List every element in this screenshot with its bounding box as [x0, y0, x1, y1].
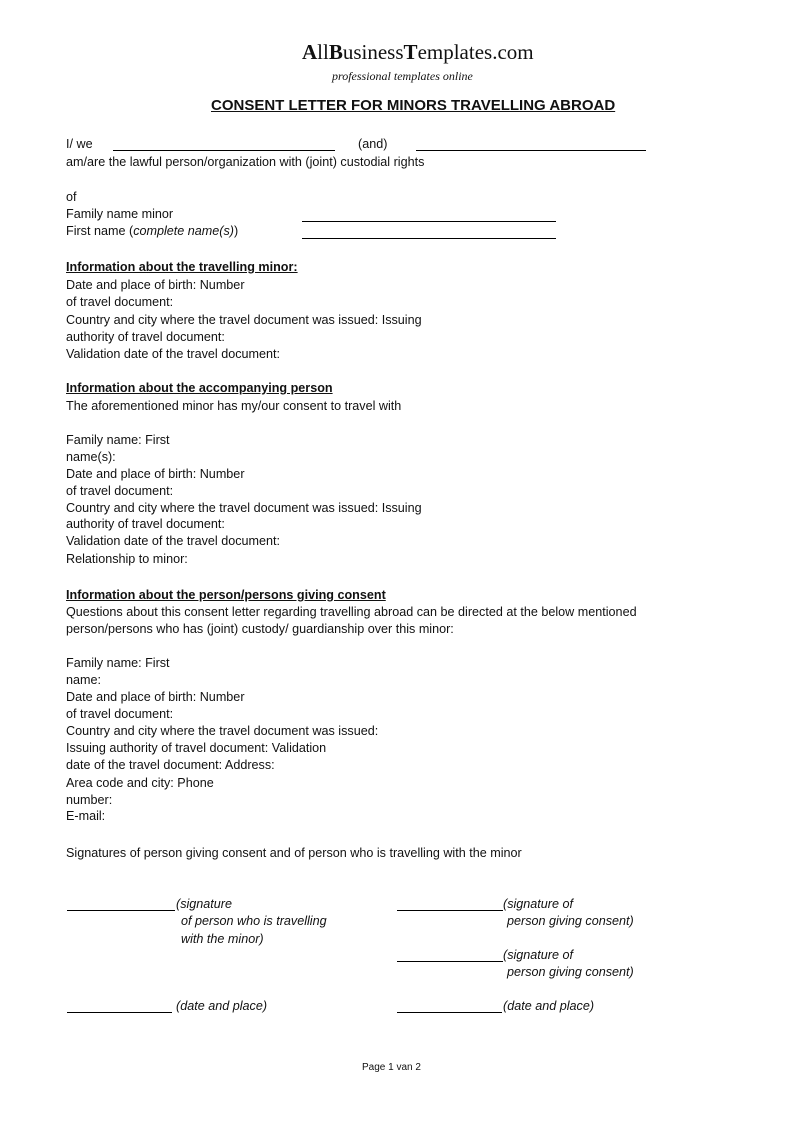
i-we-label: I/ we [66, 137, 93, 151]
consent-line: date of the travel document: Address: [66, 758, 275, 772]
minor-line: Country and city where the travel document was issued: Issuing [66, 313, 422, 327]
date-label-right: (date and place) [503, 999, 595, 1013]
accompanying-line: name(s): [66, 450, 116, 464]
brand-text-emplates: emplates.com [417, 40, 534, 64]
accompanying-line: Validation date of the travel document: [66, 534, 280, 548]
accompanying-line: Family name: First [66, 433, 170, 447]
signatures-intro: Signatures of person giving consent and of person who is travelling with the minor [66, 846, 522, 860]
consent-line: name: [66, 673, 102, 687]
section-consent-heading: Information about the person/persons giving consent [66, 588, 386, 602]
family-name-minor-label: Family name minor [66, 207, 174, 221]
brand-text-ll: ll [317, 40, 329, 64]
consent-intro-2: person/persons who has (joint) custody/ guardianship over this minor: [66, 622, 454, 636]
consent-line: Area code and city: Phone [66, 776, 214, 790]
section-accompanying-heading: Information about the accompanying person [66, 381, 333, 395]
signature-label-consent-1a: (signature of [503, 897, 574, 911]
first-name-suffix: ) [233, 224, 239, 238]
signature-line-consent-1[interactable] [397, 910, 503, 911]
signature-label-traveller-1: (signature [176, 897, 233, 911]
consent-line: number: [66, 793, 113, 807]
section-minor-heading: Information about the travelling minor: [66, 260, 298, 274]
minor-line: of travel document: [66, 295, 174, 309]
accompanying-intro: The aforementioned minor has my/our consent to travel with [66, 399, 402, 413]
first-name-prefix: First name ( [66, 224, 134, 238]
name-line-2[interactable] [416, 150, 646, 151]
consent-line: of travel document: [66, 707, 174, 721]
accompanying-line: of travel document: [66, 484, 174, 498]
signature-line-consent-2[interactable] [397, 961, 503, 962]
date-line-right[interactable] [397, 1012, 502, 1013]
brand-logo [302, 40, 534, 65]
consent-line: E-mail: [66, 809, 106, 823]
and-label: (and) [358, 137, 388, 151]
date-label-left: (date and place) [176, 999, 268, 1013]
minor-line: authority of travel document: [66, 330, 225, 344]
consent-line: Issuing authority of travel document: Validation [66, 741, 327, 755]
consent-line: Family name: First [66, 656, 170, 670]
page-number: Page 1 van 2 [362, 1062, 421, 1073]
accompanying-line: authority of travel document: [66, 517, 225, 531]
custodial-text: am/are the lawful person/organization with (joint) custodial rights [66, 155, 425, 169]
signature-label-consent-1b: person giving consent) [507, 914, 634, 928]
consent-line: Date and place of birth: Number [66, 690, 245, 704]
signature-label-traveller-2: of person who is travelling [181, 914, 327, 928]
first-name-italic: complete name(s) [133, 224, 234, 238]
signature-label-consent-2b: person giving consent) [507, 965, 634, 979]
brand-text-usiness: usiness [342, 40, 404, 64]
consent-line: Country and city where the travel document was issued: [66, 724, 379, 738]
minor-line: Validation date of the travel document: [66, 347, 280, 361]
date-line-left[interactable] [67, 1012, 172, 1013]
accompanying-line: Relationship to minor: [66, 552, 188, 566]
of-label: of [66, 190, 77, 204]
brand-letter-b: B [328, 40, 343, 64]
signature-label-consent-2a: (signature of [503, 948, 574, 962]
family-name-minor-line[interactable] [302, 221, 556, 222]
brand-letter-a: A [302, 40, 318, 64]
tagline: professional templates online [332, 69, 473, 83]
minor-line: Date and place of birth: Number [66, 278, 245, 292]
signature-line-traveller[interactable] [67, 910, 175, 911]
document-title: CONSENT LETTER FOR MINORS TRAVELLING ABROAD [211, 97, 616, 114]
brand-letter-t: T [403, 40, 418, 64]
accompanying-line: Date and place of birth: Number [66, 467, 245, 481]
signature-label-traveller-3: with the minor) [181, 932, 264, 946]
consent-intro-1: Questions about this consent letter regarding travelling abroad can be directed at the below mentioned [66, 605, 637, 619]
name-line-1[interactable] [113, 150, 335, 151]
first-name-line[interactable] [302, 238, 556, 239]
first-name-label [66, 223, 238, 240]
accompanying-line: Country and city where the travel document was issued: Issuing [66, 501, 422, 515]
